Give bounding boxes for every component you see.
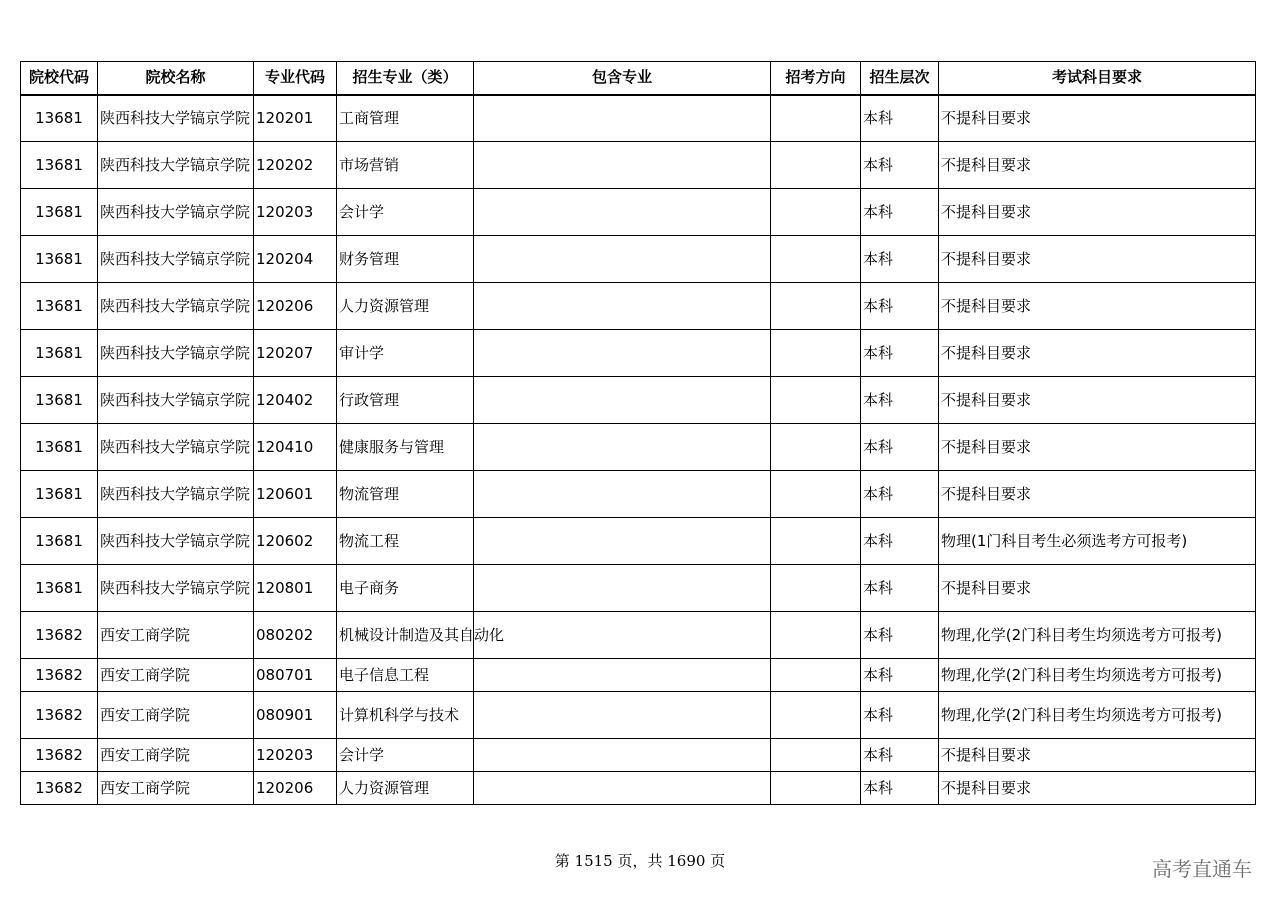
header-major-name: 招生专业（类） (337, 62, 474, 95)
cell-major-code: 080901 (254, 692, 337, 739)
cell-included-majors (474, 739, 771, 772)
cell-school-code: 13682 (21, 659, 98, 692)
cell-level: 本科 (861, 471, 939, 518)
cell-major-name: 电子信息工程 (337, 659, 474, 692)
cell-direction (771, 772, 861, 805)
cell-major-name: 市场营销 (337, 142, 474, 189)
cell-school-code: 13682 (21, 772, 98, 805)
cell-school-name: 陕西科技大学镐京学院 (98, 518, 254, 565)
table-row (21, 692, 1256, 739)
cell-included-majors (474, 142, 771, 189)
cell-school-code: 13681 (21, 424, 98, 471)
cell-major-code: 120602 (254, 518, 337, 565)
cell-direction (771, 471, 861, 518)
cell-direction (771, 565, 861, 612)
cell-subject-requirement: 不提科目要求 (939, 424, 1256, 471)
cell-major-code: 120206 (254, 772, 337, 805)
cell-level: 本科 (861, 518, 939, 565)
table-row (21, 518, 1256, 565)
table-row (21, 739, 1256, 772)
cell-included-majors (474, 330, 771, 377)
cell-level: 本科 (861, 739, 939, 772)
cell-subject-requirement: 不提科目要求 (939, 236, 1256, 283)
watermark: 高考直通车 (1152, 857, 1252, 881)
cell-major-code: 120203 (254, 189, 337, 236)
table-row (21, 659, 1256, 692)
table-row (21, 377, 1256, 424)
cell-school-code: 13681 (21, 142, 98, 189)
header-level: 招生层次 (861, 62, 939, 95)
table-row (21, 95, 1256, 142)
table-row (21, 471, 1256, 518)
cell-school-name: 陕西科技大学镐京学院 (98, 377, 254, 424)
cell-direction (771, 95, 861, 142)
cell-included-majors (474, 612, 771, 659)
cell-subject-requirement: 不提科目要求 (939, 95, 1256, 142)
table-row (21, 330, 1256, 377)
cell-level: 本科 (861, 772, 939, 805)
cell-direction (771, 692, 861, 739)
cell-school-name: 陕西科技大学镐京学院 (98, 565, 254, 612)
cell-major-code: 120207 (254, 330, 337, 377)
cell-subject-requirement: 物理,化学(2门科目考生均须选考方可报考) (939, 692, 1256, 739)
cell-level: 本科 (861, 330, 939, 377)
cell-direction (771, 142, 861, 189)
cell-level: 本科 (861, 142, 939, 189)
cell-included-majors (474, 772, 771, 805)
cell-subject-requirement: 不提科目要求 (939, 142, 1256, 189)
cell-school-name: 西安工商学院 (98, 692, 254, 739)
header-school-name: 院校名称 (98, 62, 254, 95)
table-row (21, 189, 1256, 236)
cell-major-name: 物流管理 (337, 471, 474, 518)
cell-included-majors (474, 659, 771, 692)
cell-level: 本科 (861, 612, 939, 659)
cell-direction (771, 283, 861, 330)
header-row (21, 62, 1256, 95)
cell-included-majors (474, 377, 771, 424)
cell-school-code: 13681 (21, 283, 98, 330)
cell-school-code: 13682 (21, 739, 98, 772)
cell-school-name: 陕西科技大学镐京学院 (98, 283, 254, 330)
table-body (21, 95, 1256, 805)
table-row (21, 236, 1256, 283)
cell-included-majors (474, 283, 771, 330)
cell-major-name: 机械设计制造及其自动化 (337, 612, 474, 659)
cell-level: 本科 (861, 377, 939, 424)
cell-major-code: 080202 (254, 612, 337, 659)
cell-school-name: 陕西科技大学镐京学院 (98, 142, 254, 189)
cell-subject-requirement: 不提科目要求 (939, 377, 1256, 424)
cell-major-code: 120402 (254, 377, 337, 424)
cell-subject-requirement: 不提科目要求 (939, 283, 1256, 330)
table-row (21, 424, 1256, 471)
cell-major-code: 120203 (254, 739, 337, 772)
header-subject-requirement: 考试科目要求 (939, 62, 1256, 95)
cell-school-name: 陕西科技大学镐京学院 (98, 189, 254, 236)
header-included-majors: 包含专业 (474, 62, 771, 95)
cell-level: 本科 (861, 565, 939, 612)
cell-included-majors (474, 518, 771, 565)
cell-level: 本科 (861, 236, 939, 283)
cell-major-name: 电子商务 (337, 565, 474, 612)
cell-subject-requirement: 物理,化学(2门科目考生均须选考方可报考) (939, 612, 1256, 659)
cell-level: 本科 (861, 189, 939, 236)
table-row (21, 142, 1256, 189)
cell-included-majors (474, 692, 771, 739)
cell-school-code: 13681 (21, 471, 98, 518)
cell-direction (771, 739, 861, 772)
cell-school-code: 13681 (21, 95, 98, 142)
cell-direction (771, 612, 861, 659)
cell-major-name: 审计学 (337, 330, 474, 377)
cell-direction (771, 424, 861, 471)
cell-included-majors (474, 565, 771, 612)
cell-major-name: 会计学 (337, 189, 474, 236)
cell-school-name: 西安工商学院 (98, 772, 254, 805)
header-direction: 招考方向 (771, 62, 861, 95)
cell-major-name: 人力资源管理 (337, 772, 474, 805)
cell-subject-requirement: 不提科目要求 (939, 330, 1256, 377)
cell-school-code: 13681 (21, 330, 98, 377)
cell-level: 本科 (861, 283, 939, 330)
cell-school-code: 13682 (21, 612, 98, 659)
header-school-code: 院校代码 (21, 62, 98, 95)
cell-major-code: 120601 (254, 471, 337, 518)
cell-major-name: 物流工程 (337, 518, 474, 565)
table-header (21, 62, 1256, 95)
cell-major-name: 会计学 (337, 739, 474, 772)
cell-level: 本科 (861, 659, 939, 692)
cell-level: 本科 (861, 95, 939, 142)
cell-school-name: 陕西科技大学镐京学院 (98, 424, 254, 471)
cell-school-code: 13682 (21, 692, 98, 739)
cell-included-majors (474, 236, 771, 283)
cell-major-code: 080701 (254, 659, 337, 692)
cell-school-name: 西安工商学院 (98, 659, 254, 692)
cell-level: 本科 (861, 424, 939, 471)
cell-major-code: 120202 (254, 142, 337, 189)
cell-major-code: 120801 (254, 565, 337, 612)
cell-school-name: 西安工商学院 (98, 612, 254, 659)
cell-subject-requirement: 不提科目要求 (939, 772, 1256, 805)
cell-subject-requirement: 不提科目要求 (939, 189, 1256, 236)
cell-major-name: 计算机科学与技术 (337, 692, 474, 739)
cell-school-code: 13681 (21, 518, 98, 565)
cell-subject-requirement: 物理(1门科目考生必须选考方可报考) (939, 518, 1256, 565)
cell-school-name: 陕西科技大学镐京学院 (98, 330, 254, 377)
cell-included-majors (474, 471, 771, 518)
table-row (21, 283, 1256, 330)
cell-school-code: 13681 (21, 377, 98, 424)
cell-school-name: 陕西科技大学镐京学院 (98, 95, 254, 142)
cell-subject-requirement: 物理,化学(2门科目考生均须选考方可报考) (939, 659, 1256, 692)
cell-major-name: 工商管理 (337, 95, 474, 142)
header-major-code: 专业代码 (254, 62, 337, 95)
cell-level: 本科 (861, 692, 939, 739)
cell-subject-requirement: 不提科目要求 (939, 739, 1256, 772)
cell-major-code: 120204 (254, 236, 337, 283)
cell-included-majors (474, 424, 771, 471)
cell-direction (771, 659, 861, 692)
table-row (21, 772, 1256, 805)
cell-direction (771, 236, 861, 283)
cell-school-name: 陕西科技大学镐京学院 (98, 236, 254, 283)
admissions-table (20, 61, 1256, 805)
cell-included-majors (474, 189, 771, 236)
cell-major-name: 健康服务与管理 (337, 424, 474, 471)
cell-direction (771, 189, 861, 236)
cell-major-code: 120410 (254, 424, 337, 471)
cell-major-name: 行政管理 (337, 377, 474, 424)
cell-direction (771, 518, 861, 565)
table-row (21, 565, 1256, 612)
cell-school-name: 陕西科技大学镐京学院 (98, 471, 254, 518)
cell-subject-requirement: 不提科目要求 (939, 471, 1256, 518)
cell-school-code: 13681 (21, 189, 98, 236)
table-row (21, 612, 1256, 659)
cell-included-majors (474, 95, 771, 142)
page-number: 第 1515 页，共 1690 页 (554, 852, 726, 870)
cell-school-code: 13681 (21, 565, 98, 612)
cell-major-name: 人力资源管理 (337, 283, 474, 330)
cell-school-name: 西安工商学院 (98, 739, 254, 772)
cell-major-name: 财务管理 (337, 236, 474, 283)
cell-subject-requirement: 不提科目要求 (939, 565, 1256, 612)
cell-major-code: 120206 (254, 283, 337, 330)
cell-school-code: 13681 (21, 236, 98, 283)
cell-direction (771, 330, 861, 377)
cell-direction (771, 377, 861, 424)
cell-major-code: 120201 (254, 95, 337, 142)
